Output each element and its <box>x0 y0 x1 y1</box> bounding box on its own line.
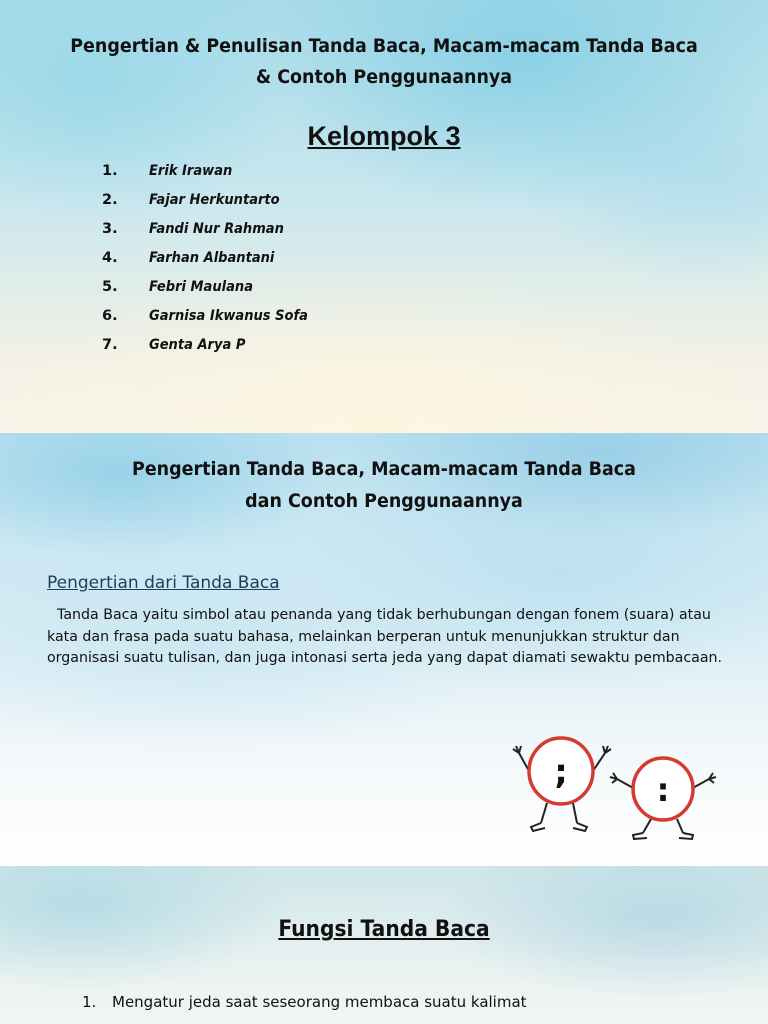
member-number: 6. <box>102 308 118 324</box>
presentation-title-line1: Pengertian & Penulisan Tanda Baca, Macam-macam Tanda Baca <box>70 35 698 57</box>
punctuation-mascots-illustration <box>505 731 727 841</box>
member-number: 1. <box>102 163 118 179</box>
member-list <box>102 157 326 360</box>
slide-heading-line1: Pengertian Tanda Baca, Macam-macam Tanda Baca <box>132 458 636 480</box>
member-name: Fandi Nur Rahman <box>149 221 284 237</box>
member-item <box>102 331 326 360</box>
member-item <box>102 302 326 331</box>
slide-functions <box>0 866 768 1024</box>
member-name: Febri Maulana <box>149 279 254 295</box>
semicolon-symbol: ; <box>554 752 568 792</box>
member-number: 7. <box>102 337 118 353</box>
member-item <box>102 244 326 273</box>
member-item <box>102 273 326 302</box>
slide-title <box>0 0 768 433</box>
list-item-number: 1. <box>82 993 97 1011</box>
slide-definition <box>0 433 768 865</box>
functions-title: Fungsi Tanda Baca <box>278 917 490 942</box>
member-number: 4. <box>102 250 118 266</box>
colon-symbol: : <box>656 771 670 809</box>
member-item <box>102 215 326 244</box>
section-heading: Pengertian dari Tanda Baca <box>47 573 280 593</box>
group-title: Kelompok 3 <box>307 121 461 151</box>
member-name: Fajar Herkuntarto <box>149 192 280 208</box>
member-name: Farhan Albantani <box>149 250 275 266</box>
member-item <box>102 186 326 215</box>
slide-heading <box>31 453 738 517</box>
slide-heading-line2: dan Contoh Penggunaannya <box>245 490 523 512</box>
list-item <box>82 990 527 1014</box>
presentation-title-line2: & Contoh Penggunaannya <box>255 66 513 88</box>
presentation-title <box>31 31 738 93</box>
list-item-text: Mengatur jeda saat seseorang membaca suatu kalimat <box>112 993 527 1011</box>
colon-mascot <box>610 758 716 839</box>
member-number: 5. <box>102 279 118 295</box>
member-name: Genta Arya P <box>149 337 246 353</box>
semicolon-mascot <box>513 738 611 831</box>
member-number: 3. <box>102 221 118 237</box>
member-number: 2. <box>102 192 118 208</box>
member-name: Erik Irawan <box>149 163 233 179</box>
member-name: Garnisa Ikwanus Sofa <box>149 308 308 324</box>
definition-paragraph: Tanda Baca yaitu simbol atau penanda yang tidak berhubungan dengan fonem (suara) atau kata dan frasa pada suatu bahasa, melainkan berperan untuk menunjukkan struktur dan organisasi suatu tulisan, dan juga intonasi serta jeda yang dapat diamati sewaktu pembacaan. <box>47 607 723 666</box>
member-item <box>102 157 326 186</box>
functions-list <box>82 990 527 1014</box>
